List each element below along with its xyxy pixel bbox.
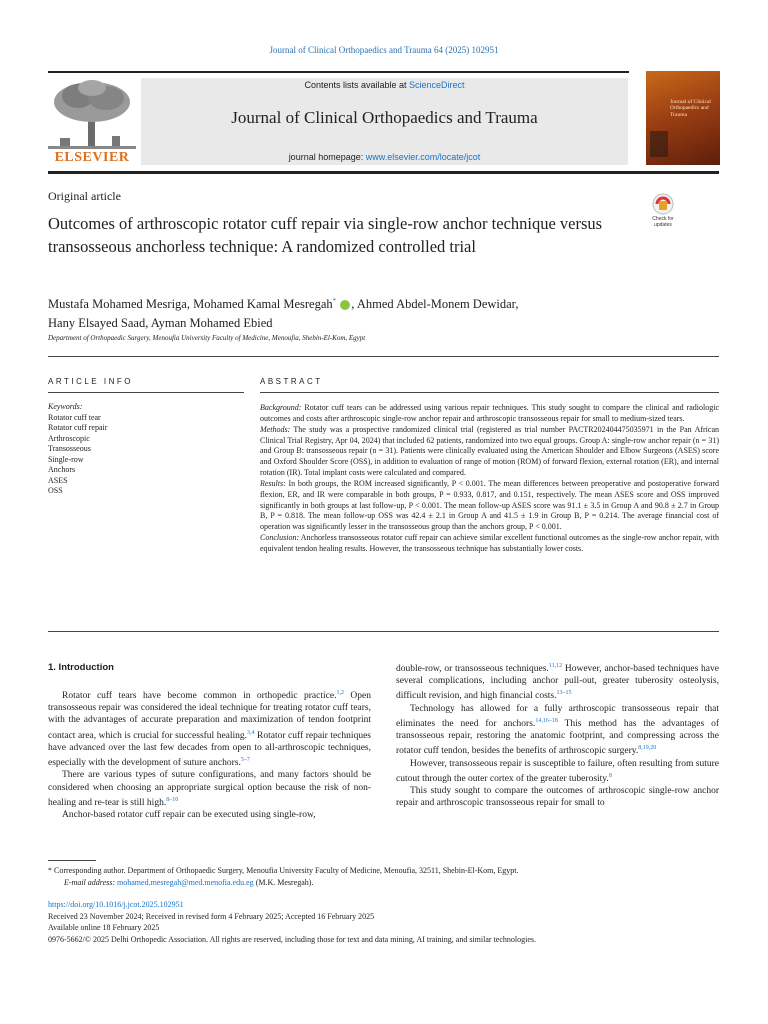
- conclusion-label: Conclusion:: [260, 533, 300, 543]
- email-suffix: (M.K. Mesregah).: [253, 878, 314, 887]
- journal-name: Journal of Clinical Orthopaedics and Trauma: [231, 108, 538, 127]
- keyword: Arthroscopic: [48, 433, 90, 443]
- header-bottom-rule: [48, 171, 719, 174]
- background-text: Rotator cuff tears can be addressed using various repair techniques. This study sought to compare the clinical and radiologic outcomes and costs after arthroscopic single-row anchor repair and arthroscopic transosseous repair for small to medium-sized tears.: [260, 403, 719, 423]
- article-title: Outcomes of arthroscopic rotator cuff repair via single-row anchor technique versus transosseous anchorless technique: A randomized controlled trial: [48, 214, 603, 256]
- background-label: Background:: [260, 403, 302, 412]
- article-info-rule: [48, 392, 244, 393]
- paragraph: double-row, or transosseous techniques.$^{11,12}$ However, anchor-based techniques have several complications, including anchor pull-out, greater tuberosity osteolysis, difficult revision, and high financial costs.$^{13-15}$: [396, 663, 719, 702]
- journal-homepage-link[interactable]: www.elsevier.com/locate/jcot: [365, 152, 481, 162]
- keyword: Rotator cuff tear: [48, 412, 101, 422]
- body-column-right: [396, 660, 719, 810]
- citation-ref[interactable]: 5–7: [240, 757, 250, 764]
- citation-ref[interactable]: 8: [608, 772, 612, 779]
- abstract-end-rule: [48, 631, 719, 632]
- keyword: Transosseous: [48, 444, 91, 453]
- elsevier-wordmark: ELSEVIER: [54, 150, 130, 165]
- citation-ref[interactable]: 11,12: [548, 663, 563, 669]
- citation-ref[interactable]: 8,19,20: [638, 745, 657, 752]
- article-footer: [48, 899, 719, 945]
- footnote: [48, 865, 719, 889]
- methods-text: The study was a prospective randomized clinical trial (registered as trial number PACTR202404475035971 in the Pan African Clinical Trial Registry, Apr 04, 2024) that included 62 patients, randomized into two equal groups. Group A: single-row anchor repair (n = 31) and Group B: transosseous repair (n = 31). Patients were clinically evaluated using the American Shoulder and Elbow Surgeons (ASES) score and Oxford Shoulder Score (OSS), in addition to evaluation of range of motion (ROM) of forward flexion, external rotation (ER), and internal rotation (IR). Total implant costs were calculated and compared.: [260, 424, 719, 478]
- abstract-body: [260, 403, 719, 555]
- available-online: Available online 18 February 2025: [48, 923, 160, 933]
- abstract-results: [260, 479, 719, 533]
- methods-label: Methods:: [260, 424, 291, 434]
- check-for-updates-icon: [646, 192, 680, 228]
- body-column-left: [48, 687, 371, 821]
- keywords-list: [48, 402, 238, 497]
- contents-prefix: Contents lists available at: [304, 80, 410, 90]
- footnote-rule: [48, 860, 96, 861]
- keywords-label: Keywords:: [48, 402, 83, 411]
- abstract-background: [260, 403, 719, 425]
- citation-ref[interactable]: 14,16–18: [535, 717, 558, 724]
- paragraph: Technology has allowed for a fully arthroscopic transosseous repair that eliminates the need for anchors.$^{14,16-18}$ This method has the advantages of transosseous repair, restoring the anatomic footprint, and compressing across the rotator cuff tendon, besides the benefits of arthroscopic surgery.$^{8,19,20}$: [396, 703, 719, 757]
- paragraph: Rotator cuff tears have become common in orthopedic practice.$^{1,2}$ Open transosseous repair was considered the ideal technique for treating rotator cuff tears, with the advantages of accurate preparation and maximization of tendon footprint contact area, which is crucial for successful healing.$^{3,4}$ Rotator cuff repair techniques have advanced over the last few decades from open to all-arthroscopic techniques, especially with the development of suture anchors.$^{5-7}$: [48, 690, 371, 769]
- footnote-mark: *: [48, 866, 52, 875]
- header-top-rule: [48, 71, 629, 73]
- journal-citation[interactable]: Journal of Clinical Orthopaedics and Trauma 64 (2025) 102951: [269, 45, 499, 55]
- section-heading-introduction: 1. Introduction: [48, 662, 114, 673]
- badge-line1: Check for: [652, 216, 674, 222]
- journal-cover-image[interactable]: [646, 71, 720, 165]
- cover-figure: [650, 131, 668, 157]
- paragraph: Anchor-based rotator cuff repair can be executed using single-row,: [62, 810, 316, 821]
- citation-ref[interactable]: 1,2: [336, 690, 344, 696]
- homepage-line: [141, 152, 628, 162]
- citation-ref[interactable]: 13–15: [556, 690, 572, 697]
- orcid-icon[interactable]: [340, 300, 350, 310]
- sciencedirect-link[interactable]: ScienceDirect: [409, 80, 465, 90]
- contents-line: [141, 80, 628, 90]
- corresponding-author-note: Corresponding author. Department of Orthopaedic Surgery, Menoufia University Faculty of Medicine, Menoufia, 32511, Shebin-El-Kom, Egypt.: [52, 866, 519, 875]
- citation-ref[interactable]: 3,4: [247, 729, 255, 736]
- copyright: 0976-5662/© 2025 Delhi Orthopedic Association. All rights are reserved, including those for text and data mining, AI training, and similar technologies.: [48, 934, 536, 944]
- keyword: Rotator cuff repair: [48, 423, 108, 432]
- article-type: Original article: [48, 189, 121, 203]
- abstract-heading: ABSTRACT: [260, 377, 323, 386]
- homepage-prefix: journal homepage:: [288, 152, 366, 162]
- doi-link[interactable]: https://doi.org/10.1016/j.jcot.2025.102951: [48, 900, 184, 909]
- badge-line2: updates: [654, 222, 672, 228]
- results-label: Results:: [260, 478, 286, 488]
- check-for-updates-button[interactable]: [646, 192, 680, 228]
- paragraph: This study sought to compare the outcomes of arthroscopic single-row anchor repair and arthroscopic transosseous repair for small to: [396, 786, 719, 809]
- paragraph: However, transosseous repair is susceptible to failure, often resulting from suture cutout through the outer cortex of the greater tuberosity.$^8$: [396, 758, 719, 785]
- article-info-heading: ARTICLE INFO: [48, 377, 133, 386]
- keyword: ASES: [48, 475, 68, 485]
- abstract-conclusion: [260, 533, 719, 555]
- authors-line1-a[interactable]: Mustafa Mohamed Mesriga, Mohamed Kamal Mesregah: [48, 297, 333, 312]
- citation-ref[interactable]: 8–10: [166, 796, 179, 803]
- results-text: In both groups, the ROM increased significantly, P < 0.001. The mean differences between preoperative and postoperative forward flexion, ER, and IR were comparable in both groups, P = 0.933, 0.817, and 0.151, respectively. The mean ASES score and OSS improved significantly in both groups at last follow-up, P < 0.001. The mean follow-up ASES score was 91.1 ± 3.5 in Group A and 90.8 ± 2.7 in Group B, P = 0.818. The mean follow-up OSS was 42.4 ± 2.1 in Group A and 41.5 ± 1.9 in Group B, P = 0.214. The average financial cost of operation was significantly lesser in the transosseous group than the anchors group, P < 0.001.: [260, 478, 719, 532]
- authors-line2[interactable]: Hany Elsayed Saad, Ayman Mohamed Ebied: [48, 316, 273, 331]
- paragraph: There are various types of suture configurations, and many factors should be considered when choosing an appropriate surgical option because the risk of non-healing and re-tear is still high.$^{8-10}$: [48, 770, 371, 808]
- email-label: E-mail address:: [64, 878, 116, 887]
- keyword: Single-row: [48, 454, 84, 464]
- email-link[interactable]: mohamed.mesregah@med.menofia.edu.eg: [117, 878, 254, 887]
- corresponding-mark[interactable]: *: [332, 297, 337, 305]
- authors-line1-b[interactable]: , Ahmed Abdel-Monem Dewidar,: [351, 297, 519, 312]
- abstract-methods: [260, 425, 719, 479]
- cover-title: Journal of Clinical Orthopaedics and Trauma: [670, 99, 711, 118]
- section-rule: [48, 356, 719, 357]
- affiliation: Department of Orthopaedic Surgery, Menoufia University Faculty of Medicine, Menoufia, Shebin-El-Kom, Egypt: [48, 334, 366, 342]
- abstract-rule: [260, 392, 719, 393]
- author-list: [48, 292, 648, 333]
- keyword: OSS: [48, 486, 63, 495]
- keyword: Anchors: [48, 465, 76, 474]
- received-dates: Received 23 November 2024; Received in revised form 4 February 2025; Accepted 16 February 2025: [48, 911, 375, 921]
- conclusion-text: Anchorless transosseous rotator cuff repair can achieve similar excellent functional outcomes as the single-row anchor repair, with equivalent tendon healing results. However, the transosseous technique has substantially lower costs.: [260, 533, 719, 553]
